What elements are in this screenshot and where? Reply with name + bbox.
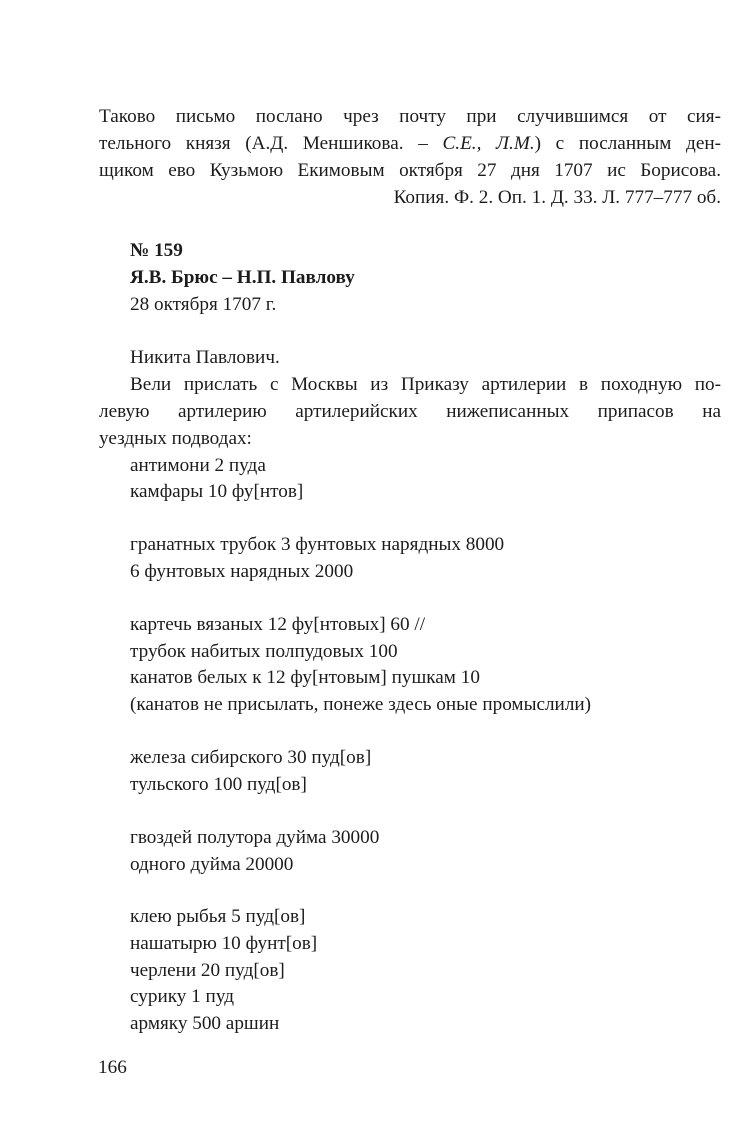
salutation: Никита Павлович. (130, 347, 280, 368)
letter-end-line-2-end: ) с посланным ден- (534, 133, 721, 154)
intro-line-1: Вели прислать с Москвы из Приказу артилерии в походную по- (130, 374, 721, 395)
supply-item: камфары 10 фу[нтов] (130, 481, 304, 502)
supply-item: сурику 1 пуд (130, 986, 234, 1007)
letter-end-line-3: щиком ево Кузьмою Екимовым октября 27 дня 1707 ис Борисова. (99, 160, 721, 181)
supply-item: трубок набитых полпудовых 100 (130, 641, 398, 662)
supply-item: гранатных трубок 3 фунтовых нарядных 8000 (130, 534, 505, 555)
supply-item: черлени 20 пуд[ов] (130, 960, 285, 981)
supply-item: картечь вязаных 12 фу[нтовых] 60 // (130, 614, 426, 635)
intro-line-2: левую артилерию артилерийских нижеписанных припасов на (99, 401, 721, 422)
supply-item: армяку 500 аршин (130, 1013, 280, 1034)
supply-item: канатов белых к 12 фу[нтовым] пушкам 10 (130, 667, 480, 688)
letter-end-line-2 (99, 134, 721, 153)
document-date: 28 октября 1707 г. (130, 294, 277, 315)
document-header: Я.В. Брюс – Н.П. Павлову (130, 267, 355, 288)
supply-item: железа сибирского 30 пуд[ов] (130, 747, 372, 768)
document-number: № 159 (130, 240, 183, 261)
supply-item: 6 фунтовых нарядных 2000 (130, 561, 354, 582)
supply-item-note: (канатов не присылать, понеже здесь оные промыслили) (130, 694, 592, 715)
supply-item: нашатырю 10 фунт[ов] (130, 933, 318, 954)
letter-end-line-2-start: тельного князя (А.Д. Меншикова. – (99, 133, 443, 154)
supply-item: тульского 100 пуд[ов] (130, 774, 307, 795)
editors-initials: С.Е., Л.М. (442, 133, 535, 154)
intro-line-3: уездных подводах: (99, 428, 252, 449)
supply-item: клею рыбья 5 пуд[ов] (130, 906, 306, 927)
page-number: 166 (98, 1057, 127, 1078)
archive-reference: Копия. Ф. 2. Оп. 1. Д. 33. Л. 777–777 об. (393, 187, 721, 208)
supply-item: гвоздей полутора дуйма 30000 (130, 827, 380, 848)
supply-item: одного дуйма 20000 (130, 854, 294, 875)
letter-end-line-1: Таково письмо послано чрез почту при случившимся от сия- (99, 106, 721, 127)
supply-item: антимони 2 пуда (130, 455, 266, 476)
